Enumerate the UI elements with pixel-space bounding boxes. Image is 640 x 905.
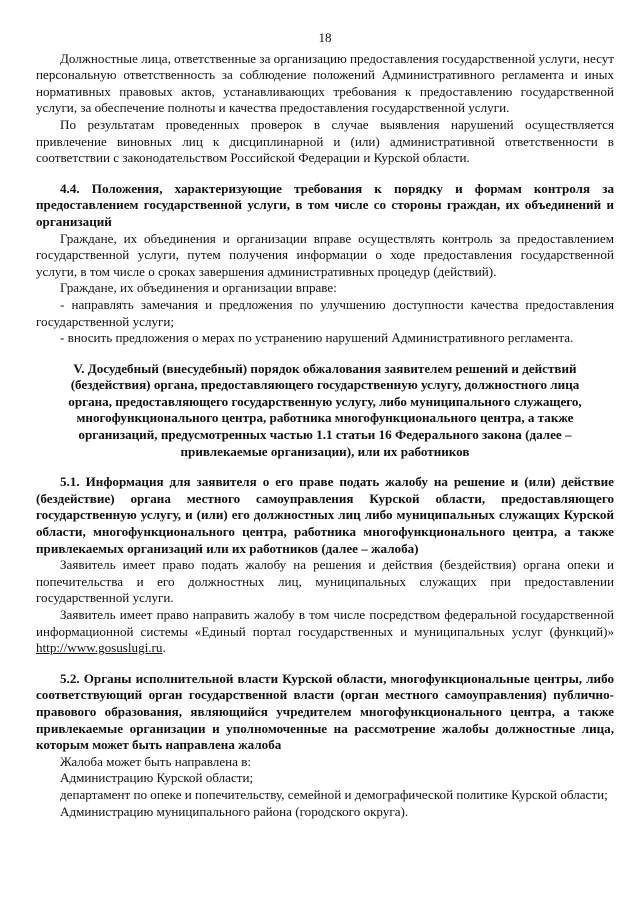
chapter-heading-v: V. Досудебный (внесудебный) порядок обжалования заявителем решений и действий (бездействия) органа, предоставляющего государственную услугу, должностного лица органа, предоставляющего государственную услугу, либо муниципального служащего, многофункционального центра, работника многофункционального центра, а также организаций, предусмотренных частью 1.1 статьи 16 Федерального закона (далее – привлекаемые организации), или их работников: [68, 360, 582, 459]
paragraph-department: департамент по опеке и попечительству, семейной и демографической политике Курской области;: [60, 786, 608, 802]
list-item-remarks: - направлять замечания и предложения по улучшению доступности качества предоставления государственной услуги;: [36, 296, 614, 329]
gosuslugi-link[interactable]: http://www.gosuslugi.ru: [36, 640, 163, 656]
paragraph-complaint-portal: [36, 607, 614, 657]
list-item-proposals: - вносить предложения о мерах по устранению нарушений Административного регламента.: [60, 330, 574, 346]
section-heading-5-1: 5.1. Информация для заявителя о его праве подать жалобу на решение и (или) действие (бездействие) органа местного самоуправления Курской области, предоставляющего государственную услугу, и (или) его должностных лиц либо муниципальных служащих Курской области, многофункционального центра, работника многофункционального центра, а также привлекаемых организаций или их работников (далее – жалоба): [36, 474, 614, 556]
paragraph-complaint-to: Жалоба может быть направлена в:: [60, 753, 252, 769]
paragraph-citizen-rights: Граждане, их объединения и организации вправе:: [60, 280, 337, 296]
paragraph-responsibility: Должностные лица, ответственные за организацию предоставления государственной услуги, несут персональную ответственность за соблюдение положений Административного регламента и иных нормативных правовых актов, устанавливающих требования к предоставлению государственной услуги, за обеспечение полноты и качества предоставления государственной услуги.: [36, 50, 614, 116]
paragraph-municipal-admin: Администрацию муниципального района (городского округа).: [60, 803, 409, 819]
portal-text: Заявитель имеет право направить жалобу в том числе посредством федеральной государственной информационной системы «Единый портал государственных и муниципальных услуг (функций)»: [36, 607, 614, 639]
paragraph-inspections: По результатам проведенных проверок в случае выявления нарушений осуществляется привлечение виновных лиц к дисциплинарной и (или) административной ответственности в соответствии с законодательством Российской Федерации и Курской области.: [36, 116, 614, 166]
paragraph-citizen-control: Граждане, их объединения и организации вправе осуществлять контроль за предоставлением государственной услуги, путем получения информации о ходе предоставления государственной услуги, в том числе о сроках завершения административных процедур (действий).: [36, 230, 614, 279]
paragraph-region-admin: Администрацию Курской области;: [60, 770, 254, 786]
section-heading-5-2: 5.2. Органы исполнительной власти Курской области, многофункциональные центры, либо соответствующий орган государственной власти (орган местного самоуправления) публично-правового образования, являющийся учредителем многофункционального центра, а также привлекаемые организации и уполномоченные на рассмотрение жалобы должностные лица, которым может быть направлена жалоба: [36, 670, 614, 753]
page-number: 18: [318, 30, 332, 45]
portal-text-end: .: [162, 640, 166, 656]
paragraph-complaint-right: Заявитель имеет право подать жалобу на решения и действия (бездействия) органа опеки и попечительства и его должностных лиц, муниципальных служащих при предоставлении государственной услуги.: [36, 557, 614, 606]
section-heading-4-4: 4.4. Положения, характеризующие требования к порядку и формам контроля за предоставлением государственной услуги, в том числе со стороны граждан, их объединений и организаций: [36, 180, 614, 229]
